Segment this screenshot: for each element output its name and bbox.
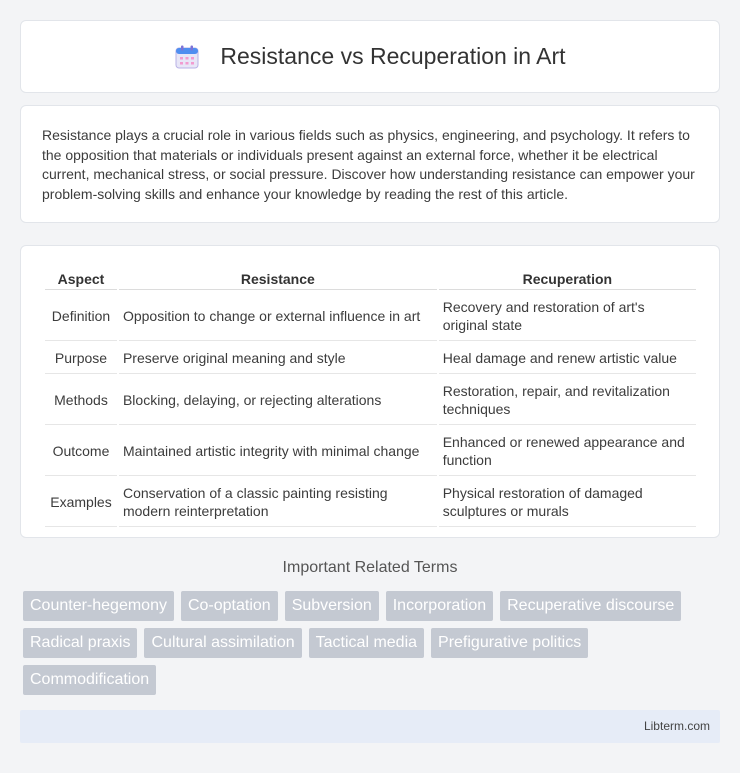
row-resistance: Maintained artistic integrity with minimal change [119,427,437,476]
row-aspect: Methods [45,376,117,425]
intro-card [20,105,720,223]
related-terms-title: Important Related Terms [282,559,458,576]
related-term-tag[interactable]: Incorporation [386,591,493,621]
related-term-tag[interactable]: Tactical media [309,628,424,658]
page-title: Resistance vs Recuperation in Art [220,43,566,69]
related-term-tag[interactable]: Cultural assimilation [144,628,301,658]
comparison-table-card [20,245,720,538]
table-header-row [45,268,696,290]
calendar-icon [174,44,200,70]
related-term-tag[interactable]: Subversion [285,591,379,621]
footer-site-link[interactable]: Libterm.com [643,719,710,733]
related-term-tag[interactable]: Recuperative discourse [500,591,681,621]
header-aspect: Aspect [45,268,117,290]
row-recuperation: Recovery and restoration of art's original state [439,292,696,341]
row-resistance: Conservation of a classic painting resisting modern reinterpretation [119,478,437,527]
footer [20,710,720,743]
row-aspect: Examples [45,478,117,527]
table-row [45,343,696,374]
row-aspect: Definition [45,292,117,341]
header-card [20,20,720,93]
related-term-tag[interactable]: Prefigurative politics [431,628,588,658]
related-term-tag[interactable]: Counter-hegemony [23,591,174,621]
row-resistance: Opposition to change or external influence in art [119,292,437,341]
row-resistance: Blocking, delaying, or rejecting alterations [119,376,437,425]
table-row [45,478,696,527]
related-term-tag[interactable]: Radical praxis [23,628,137,658]
row-aspect: Outcome [45,427,117,476]
row-resistance: Preserve original meaning and style [119,343,437,374]
related-terms-list [23,591,723,702]
row-recuperation: Restoration, repair, and revitalization techniques [439,376,696,425]
row-recuperation: Enhanced or renewed appearance and function [439,427,696,476]
row-recuperation: Physical restoration of damaged sculptures or murals [439,478,696,527]
comparison-table [43,266,698,529]
related-term-tag[interactable]: Commodification [23,665,156,695]
row-recuperation: Heal damage and renew artistic value [439,343,696,374]
table-row [45,376,696,425]
row-aspect: Purpose [45,343,117,374]
intro-text: Resistance plays a crucial role in various fields such as physics, engineering, and psychology. It refers to the opposition that materials or individuals present against an external force, whether it be electrical current, mechanical stress, or social pressure. Discover how understanding resistance can empower your problem-solving skills and enhance your knowledge by reading the rest of this article. [42,127,695,202]
table-row [45,427,696,476]
header-resistance: Resistance [119,268,437,290]
related-term-tag[interactable]: Co-optation [181,591,278,621]
header-recuperation: Recuperation [439,268,696,290]
table-row [45,292,696,341]
